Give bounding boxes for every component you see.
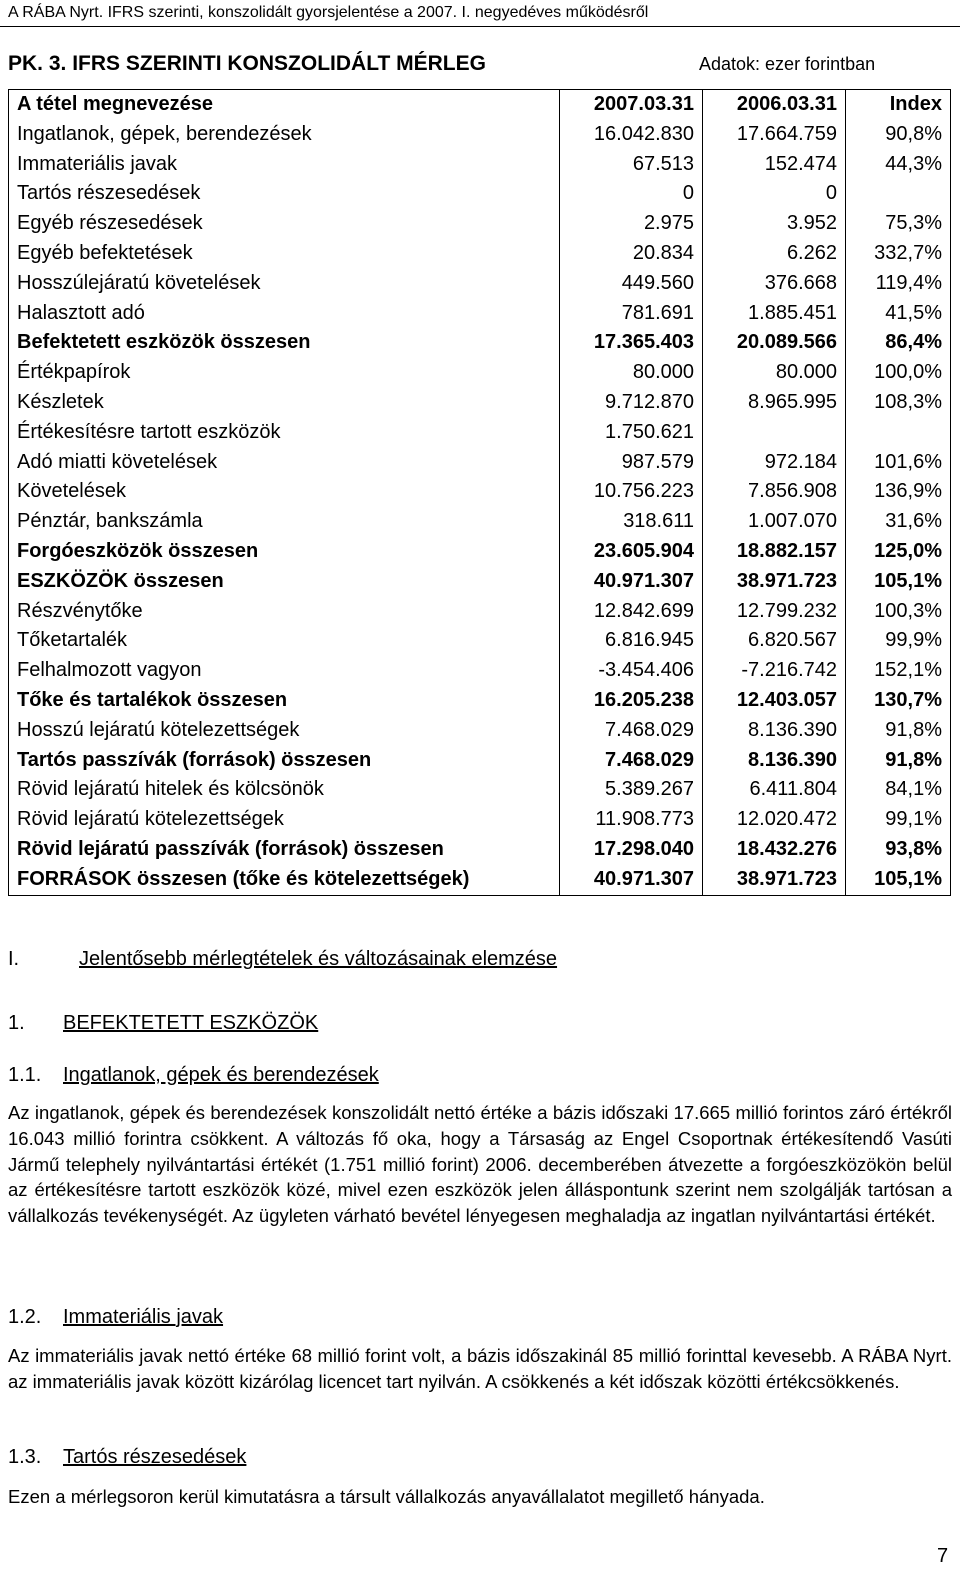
page-number: 7	[937, 1545, 949, 1567]
cell-2006: 152.474	[703, 150, 846, 180]
cell-2006: 8.136.390	[703, 716, 846, 746]
cell-2007: 12.842.699	[560, 597, 703, 627]
row-label: Tartós passzívák (források) összesen	[17, 748, 372, 771]
row-label: Rövid lejáratú hitelek és kölcsönök	[17, 778, 324, 801]
section-number: 1.	[8, 1012, 25, 1034]
cell-2006: 8.136.390	[703, 746, 846, 776]
table-row	[9, 835, 951, 865]
cell-index: 75,3%	[846, 209, 951, 239]
row-label: Felhalmozott vagyon	[17, 659, 202, 682]
row-label: Tőke és tartalékok összesen	[17, 688, 288, 711]
row-label: Rövid lejáratú passzívák (források) összesen	[17, 837, 444, 860]
paragraph-participations: Ezen a mérlegsoron kerül kimutatásra a társult vállalkozás anyavállalatot megillető hányada.	[8, 1486, 765, 1507]
cell-2006	[703, 418, 846, 448]
row-label: Forgóeszközök összesen	[17, 539, 259, 562]
row-label: Hosszú lejáratú kötelezettségek	[17, 718, 300, 741]
cell-index: 119,4%	[846, 269, 951, 299]
cell-2007: 449.560	[560, 269, 703, 299]
cell-index: 101,6%	[846, 448, 951, 478]
cell-2006: 20.089.566	[703, 328, 846, 358]
table-row	[9, 775, 951, 805]
table-row	[9, 567, 951, 597]
cell-2006: 1.007.070	[703, 507, 846, 537]
section-title: BEFEKTETETT ESZKÖZÖK	[63, 1012, 319, 1034]
table-row	[9, 746, 951, 776]
table-row	[9, 507, 951, 537]
table-row	[9, 448, 951, 478]
cell-index: 152,1%	[846, 656, 951, 686]
cell-2006: 38.971.723	[703, 865, 846, 895]
table-row	[9, 120, 951, 150]
cell-index: 84,1%	[846, 775, 951, 805]
cell-index: 31,6%	[846, 507, 951, 537]
cell-index: 91,8%	[846, 746, 951, 776]
cell-2007: 10.756.223	[560, 477, 703, 507]
cell-2007: 7.468.029	[560, 716, 703, 746]
cell-2006: 3.952	[703, 209, 846, 239]
cell-index: 332,7%	[846, 239, 951, 269]
section-title: Jelentősebb mérlegtételek és változásainak elemzése	[79, 948, 558, 970]
table-row	[9, 239, 951, 269]
cell-index: 130,7%	[846, 686, 951, 716]
table-row	[9, 656, 951, 686]
table-row	[9, 686, 951, 716]
section-title: Tartós részesedések	[63, 1446, 247, 1468]
table-row	[9, 150, 951, 180]
row-label: Tartós részesedések	[17, 182, 201, 205]
cell-index: 105,1%	[846, 865, 951, 895]
column-header-index: Index	[846, 90, 951, 120]
cell-2007: 17.365.403	[560, 328, 703, 358]
balance-sheet-table	[8, 89, 951, 896]
row-label: Hosszúlejáratú követelések	[17, 271, 261, 294]
running-header: A RÁBA Nyrt. IFRS szerinti, konszolidált gyorsjelentése a 2007. I. negyedéves működésről	[8, 4, 649, 21]
row-label: Pénztár, bankszámla	[17, 510, 203, 533]
table-row	[9, 358, 951, 388]
cell-2006: 376.668	[703, 269, 846, 299]
cell-2007: 7.468.029	[560, 746, 703, 776]
cell-2007: 5.389.267	[560, 775, 703, 805]
row-label: Immateriális javak	[17, 152, 178, 175]
cell-index: 105,1%	[846, 567, 951, 597]
cell-2007: 16.042.830	[560, 120, 703, 150]
cell-2007: 987.579	[560, 448, 703, 478]
table-row	[9, 328, 951, 358]
cell-2006: 972.184	[703, 448, 846, 478]
cell-2006: -7.216.742	[703, 656, 846, 686]
cell-index: 86,4%	[846, 328, 951, 358]
row-label: Rövid lejáratú kötelezettségek	[17, 808, 284, 831]
row-label: ESZKÖZÖK összesen	[17, 569, 224, 592]
cell-2006: 80.000	[703, 358, 846, 388]
cell-2006: 7.856.908	[703, 477, 846, 507]
row-label: Tőketartalék	[17, 629, 128, 652]
table-row	[9, 865, 951, 895]
paragraph-property: Az ingatlanok, gépek és berendezések konszolidált nettó értéke a bázis időszaki 17.665 millió forintos záró értékről 16.043 millió forintra csökkent. A változás fő oka, hogy a Társaság az Engel Csoportnak értékesítendő Vasúti Jármű telephely nyilvántartási értékét (1.751 millió forint) 2006. decemberében átvezette a forgóeszközökön belül az értékesítésre tartott eszközök közé, mivel ezen eszközök jelen álláspontunk szerint nem szolgálják tartósan a vállalkozás tevékenységét. Az ügyleten várható bevétel lényegesen meghaladja az ingatlan nyilvántartási értékét.	[8, 1102, 952, 1227]
section-number: 1.1.	[8, 1064, 42, 1086]
table-body	[9, 120, 951, 895]
paragraph-intangibles: Az immateriális javak nettó értéke 68 millió forint volt, a bázis időszakinál 85 millió forinttal kevesebb. A RÁBA Nyrt. az immateriális javak között kizárólag licencet tart nyilván. A csökkenés a két időszak közötti értékcsökkenés.	[8, 1345, 952, 1392]
row-label: Befektetett eszközök összesen	[17, 331, 311, 354]
row-label: Ingatlanok, gépek, berendezések	[17, 122, 312, 145]
cell-index	[846, 418, 951, 448]
cell-2007: 6.816.945	[560, 626, 703, 656]
cell-2007: 318.611	[560, 507, 703, 537]
cell-2007: 40.971.307	[560, 865, 703, 895]
cell-index: 91,8%	[846, 716, 951, 746]
row-label: Értékesítésre tartott eszközök	[17, 420, 281, 443]
cell-2007: 11.908.773	[560, 805, 703, 835]
row-label: Egyéb befektetések	[17, 241, 193, 264]
table-row	[9, 626, 951, 656]
cell-2006: 6.262	[703, 239, 846, 269]
table-row	[9, 209, 951, 239]
cell-index: 100,3%	[846, 597, 951, 627]
cell-index	[846, 179, 951, 209]
row-label: Részvénytőke	[17, 599, 143, 622]
row-label: Halasztott adó	[17, 301, 145, 324]
column-header-2007: 2007.03.31	[560, 90, 703, 120]
column-header-2006: 2006.03.31	[703, 90, 846, 120]
cell-2006: 38.971.723	[703, 567, 846, 597]
table-row	[9, 179, 951, 209]
cell-2006: 8.965.995	[703, 388, 846, 418]
cell-index: 125,0%	[846, 537, 951, 567]
cell-2007: 67.513	[560, 150, 703, 180]
section-title: Immateriális javak	[63, 1306, 224, 1328]
cell-2006: 18.882.157	[703, 537, 846, 567]
cell-2006: 1.885.451	[703, 299, 846, 329]
cell-2007: 1.750.621	[560, 418, 703, 448]
cell-2006: 12.403.057	[703, 686, 846, 716]
section-number: 1.3.	[8, 1446, 42, 1468]
cell-2007: 16.205.238	[560, 686, 703, 716]
table-title: PK. 3. IFRS SZERINTI KONSZOLIDÁLT MÉRLEG	[8, 52, 486, 75]
cell-2006: 0	[703, 179, 846, 209]
row-label: FORRÁSOK összesen (tőke és kötelezettségek)	[17, 867, 470, 890]
table-row	[9, 388, 951, 418]
cell-index: 90,8%	[846, 120, 951, 150]
cell-2007: 80.000	[560, 358, 703, 388]
cell-index: 41,5%	[846, 299, 951, 329]
cell-index: 93,8%	[846, 835, 951, 865]
cell-2007: 40.971.307	[560, 567, 703, 597]
table-row	[9, 537, 951, 567]
cell-2007: 20.834	[560, 239, 703, 269]
section-title: Ingatlanok, gépek és berendezések	[63, 1064, 379, 1086]
cell-index: 44,3%	[846, 150, 951, 180]
row-label: Egyéb részesedések	[17, 212, 203, 235]
row-label: Készletek	[17, 390, 104, 413]
cell-index: 99,1%	[846, 805, 951, 835]
section-number: I.	[8, 948, 20, 970]
header-divider	[0, 26, 960, 27]
cell-2007: 2.975	[560, 209, 703, 239]
table-row	[9, 269, 951, 299]
cell-2006: 6.820.567	[703, 626, 846, 656]
cell-2007: -3.454.406	[560, 656, 703, 686]
cell-2006: 12.020.472	[703, 805, 846, 835]
cell-2006: 12.799.232	[703, 597, 846, 627]
table-row	[9, 716, 951, 746]
cell-2007: 23.605.904	[560, 537, 703, 567]
table-row	[9, 418, 951, 448]
cell-index: 108,3%	[846, 388, 951, 418]
cell-2007: 781.691	[560, 299, 703, 329]
cell-2006: 18.432.276	[703, 835, 846, 865]
cell-2007: 9.712.870	[560, 388, 703, 418]
row-label: Adó miatti követelések	[17, 450, 218, 473]
row-label: Követelések	[17, 480, 126, 503]
cell-index: 100,0%	[846, 358, 951, 388]
table-row	[9, 597, 951, 627]
cell-2007: 0	[560, 179, 703, 209]
cell-2006: 6.411.804	[703, 775, 846, 805]
table-header-row	[9, 90, 951, 120]
table-row	[9, 477, 951, 507]
cell-2006: 17.664.759	[703, 120, 846, 150]
table-unit: Adatok: ezer forintban	[699, 54, 876, 74]
table-row	[9, 805, 951, 835]
cell-index: 136,9%	[846, 477, 951, 507]
cell-2007: 17.298.040	[560, 835, 703, 865]
table-row	[9, 299, 951, 329]
section-number: 1.2.	[8, 1306, 42, 1328]
cell-index: 99,9%	[846, 626, 951, 656]
row-label: Értékpapírok	[17, 361, 131, 384]
column-header-item: A tétel megnevezése	[17, 93, 214, 115]
